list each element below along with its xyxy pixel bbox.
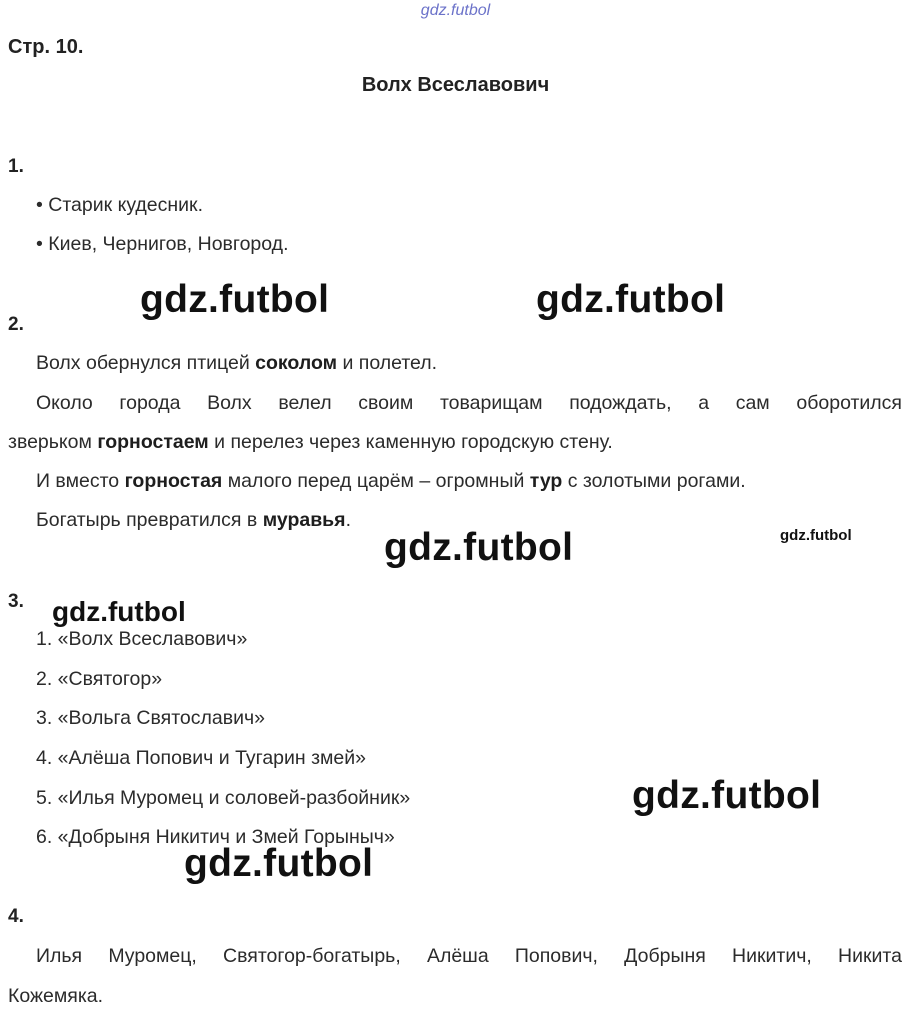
watermark: gdz.futbol (632, 774, 822, 817)
answer-paragraph-continued: Кожемяка. (8, 985, 104, 1007)
answer-paragraph: Волх обернулся птицей соколом и полетел. (36, 352, 438, 374)
list-item: 1. «Волх Всеславович» (36, 628, 248, 650)
question-4-number: 4. (8, 906, 24, 927)
question-2-number: 2. (8, 314, 24, 335)
list-item: 2. «Святогор» (36, 668, 163, 690)
answer-paragraph: Около города Волх велел своим товарищам подождать, а сам оборотился (36, 392, 902, 414)
watermark: gdz.futbol (52, 596, 186, 627)
answer-paragraph: Богатырь превратился в муравья. (36, 509, 351, 531)
watermark: gdz.futbol (140, 278, 330, 321)
page-title: Волх Всеславович (361, 74, 550, 96)
answer-paragraph: Илья Муромец, Святогор-богатырь, Алёша Попович, Добрыня Никитич, Никита (36, 945, 902, 967)
list-item: • Старик кудесник. (36, 194, 204, 216)
page-label: Стр. 10. (8, 36, 84, 58)
top-watermark: gdz.futbol (420, 2, 491, 19)
list-item: 3. «Вольга Святославич» (36, 707, 266, 729)
list-item: 5. «Илья Муромец и соловей-разбойник» (36, 787, 411, 809)
watermark: gdz.futbol (536, 278, 726, 321)
question-3-number: 3. (8, 591, 24, 612)
watermark: gdz.futbol (384, 526, 574, 569)
watermark: gdz.futbol (780, 527, 852, 544)
list-item: 6. «Добрыня Никитич и Змей Горыныч» (36, 826, 395, 848)
answer-paragraph-continued: зверьком горностаем и перелез через каменную городскую стену. (8, 431, 613, 453)
list-item: 4. «Алёша Попович и Тугарин змей» (36, 747, 367, 769)
list-item: • Киев, Чернигов, Новгород. (36, 233, 289, 255)
answer-paragraph: И вместо горностая малого перед царём – огромный тур с золотыми рогами. (36, 470, 746, 492)
watermark: gdz.futbol (184, 842, 374, 885)
question-1-number: 1. (8, 156, 24, 177)
